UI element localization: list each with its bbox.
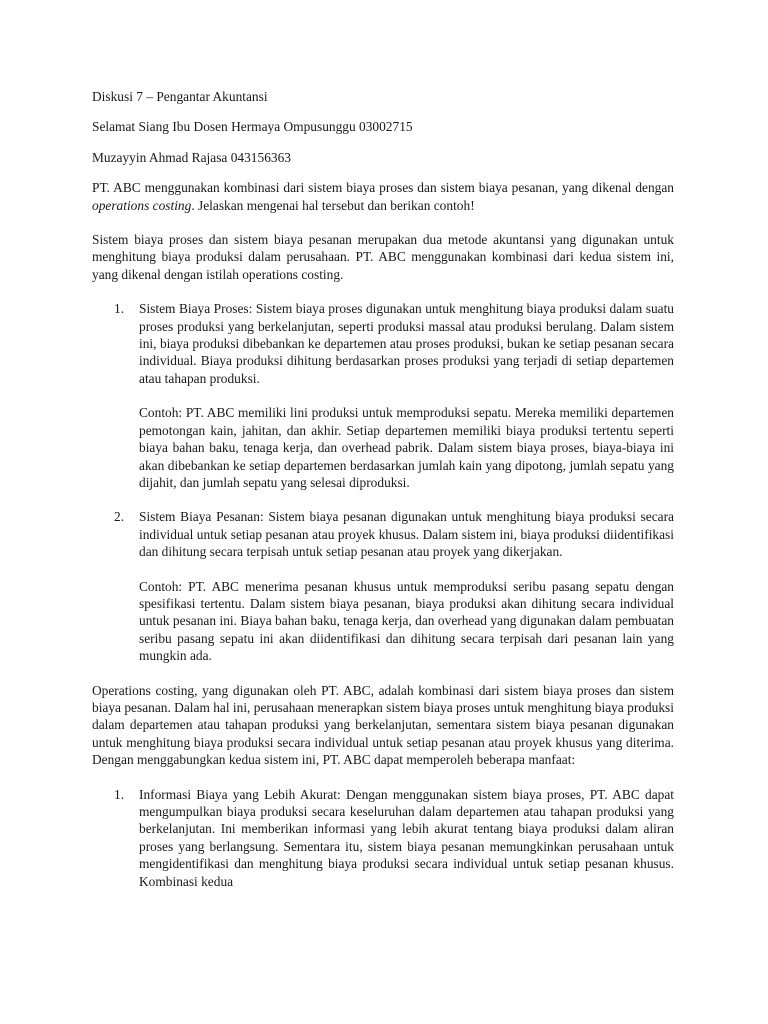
intro-paragraph: Sistem biaya proses dan sistem biaya pesanan merupakan dua metode akuntansi yang digunakan untuk menghitung biaya produksi dalam perusahaan. PT. ABC menggunakan kombinasi dari kedua sistem ini, yang dikenal dengan istilah operations costing. [92, 232, 674, 282]
question-text-before: PT. ABC menggunakan kombinasi dari sistem biaya proses dan sistem biaya pesanan, yang dikenal dengan [92, 180, 674, 196]
question-paragraph [92, 179, 674, 214]
student-line: Muzayyin Ahmad Rajasa 043156363 [92, 149, 291, 165]
system-example: Contoh: PT. ABC menerima pesanan khusus untuk memproduksi seribu pasang sepatu dengan spesifikasi tertentu. Dalam sistem biaya pesanan, biaya produksi akan dihitung secara individual untuk pesanan ini. Biaya bahan baku, tenaga kerja, dan overhead yang digunakan dalam pembuatan seribu pasang sepatu ini akan diidentifikasi dan dihitung secara terpisah dari pesanan lain yang mungkin ada. [139, 578, 674, 664]
question-italic-term: operations costing [92, 197, 192, 213]
benefits-list [92, 786, 674, 890]
list-item [92, 786, 674, 890]
list-number: 1. [114, 301, 125, 317]
list-item [92, 508, 674, 664]
document-title: Diskusi 7 – Pengantar Akuntansi [92, 89, 268, 104]
document-page [92, 88, 674, 890]
operations-costing-paragraph: Operations costing, yang digunakan oleh PT. ABC, adalah kombinasi dari sistem biaya proses dan sistem biaya pesanan. Dalam hal ini, perusahaan menerapkan sistem biaya proses untuk menghitung biaya produksi dalam departemen atau tahapan produksi yang berkelanjutan, sementara sistem biaya pesanan digunakan untuk menghitung biaya produksi secara individual untuk setiap pesanan atau proyek khusus yang diterima. Dengan menggabungkan kedua sistem ini, PT. ABC dapat memperoleh beberapa manfaat: [92, 682, 674, 768]
system-description: Sistem Biaya Proses: Sistem biaya proses digunakan untuk menghitung biaya produksi dalam suatu proses produksi yang berkelanjutan, seperti produksi massal atau produksi berulang. Dalam sistem ini, biaya produksi dibebankan ke departemen atau proses produksi, bukan ke setiap pesanan secara individual. Biaya produksi dihitung berdasarkan proses produksi yang terjadi di setiap departemen atau tahapan produksi. [139, 301, 674, 386]
benefit-text: Informasi Biaya yang Lebih Akurat: Dengan menggunakan sistem biaya proses, PT. ABC dapat mengumpulkan biaya produksi secara keseluruhan dalam departemen atau tahapan produksi yang berkelanjutan. Ini memberikan informasi yang lebih akurat tentang biaya produksi dalam aliran proses yang berlangsung. Sementara itu, sistem biaya pesanan memungkinkan perusahaan untuk mengidentifikasi dan menghitung biaya produksi secara individual untuk setiap pesanan khusus. Kombinasi kedua [139, 786, 674, 889]
question-text-after: . Jelaskan mengenai hal tersebut dan berikan contoh! [191, 197, 475, 213]
system-example: Contoh: PT. ABC memiliki lini produksi untuk memproduksi sepatu. Mereka memiliki departemen pemotongan kain, jahitan, dan akhir. Setiap departemen memiliki biaya produksi tertentu seperti biaya bahan baku, tenaga kerja, dan overhead pabrik. Dalam sistem biaya proses, biaya-biaya ini akan dibebankan ke setiap departemen berdasarkan jumlah kain yang dipotong, jumlah sepatu yang dijahit, dan jumlah sepatu yang selesai diproduksi. [139, 405, 674, 490]
greeting-line: Selamat Siang Ibu Dosen Hermaya Ompusunggu 03002715 [92, 119, 413, 135]
system-description: Sistem Biaya Pesanan: Sistem biaya pesanan digunakan untuk menghitung biaya produksi secara individual untuk setiap pesanan atau proyek khusus. Dalam sistem ini, biaya produksi diidentifikasi dan dihitung secara terpisah untuk setiap pesanan atau proyek yang dikerjakan. [139, 509, 674, 560]
systems-list [92, 300, 674, 664]
list-item [92, 300, 674, 491]
list-number: 2. [114, 509, 125, 525]
list-number: 1. [114, 786, 125, 802]
